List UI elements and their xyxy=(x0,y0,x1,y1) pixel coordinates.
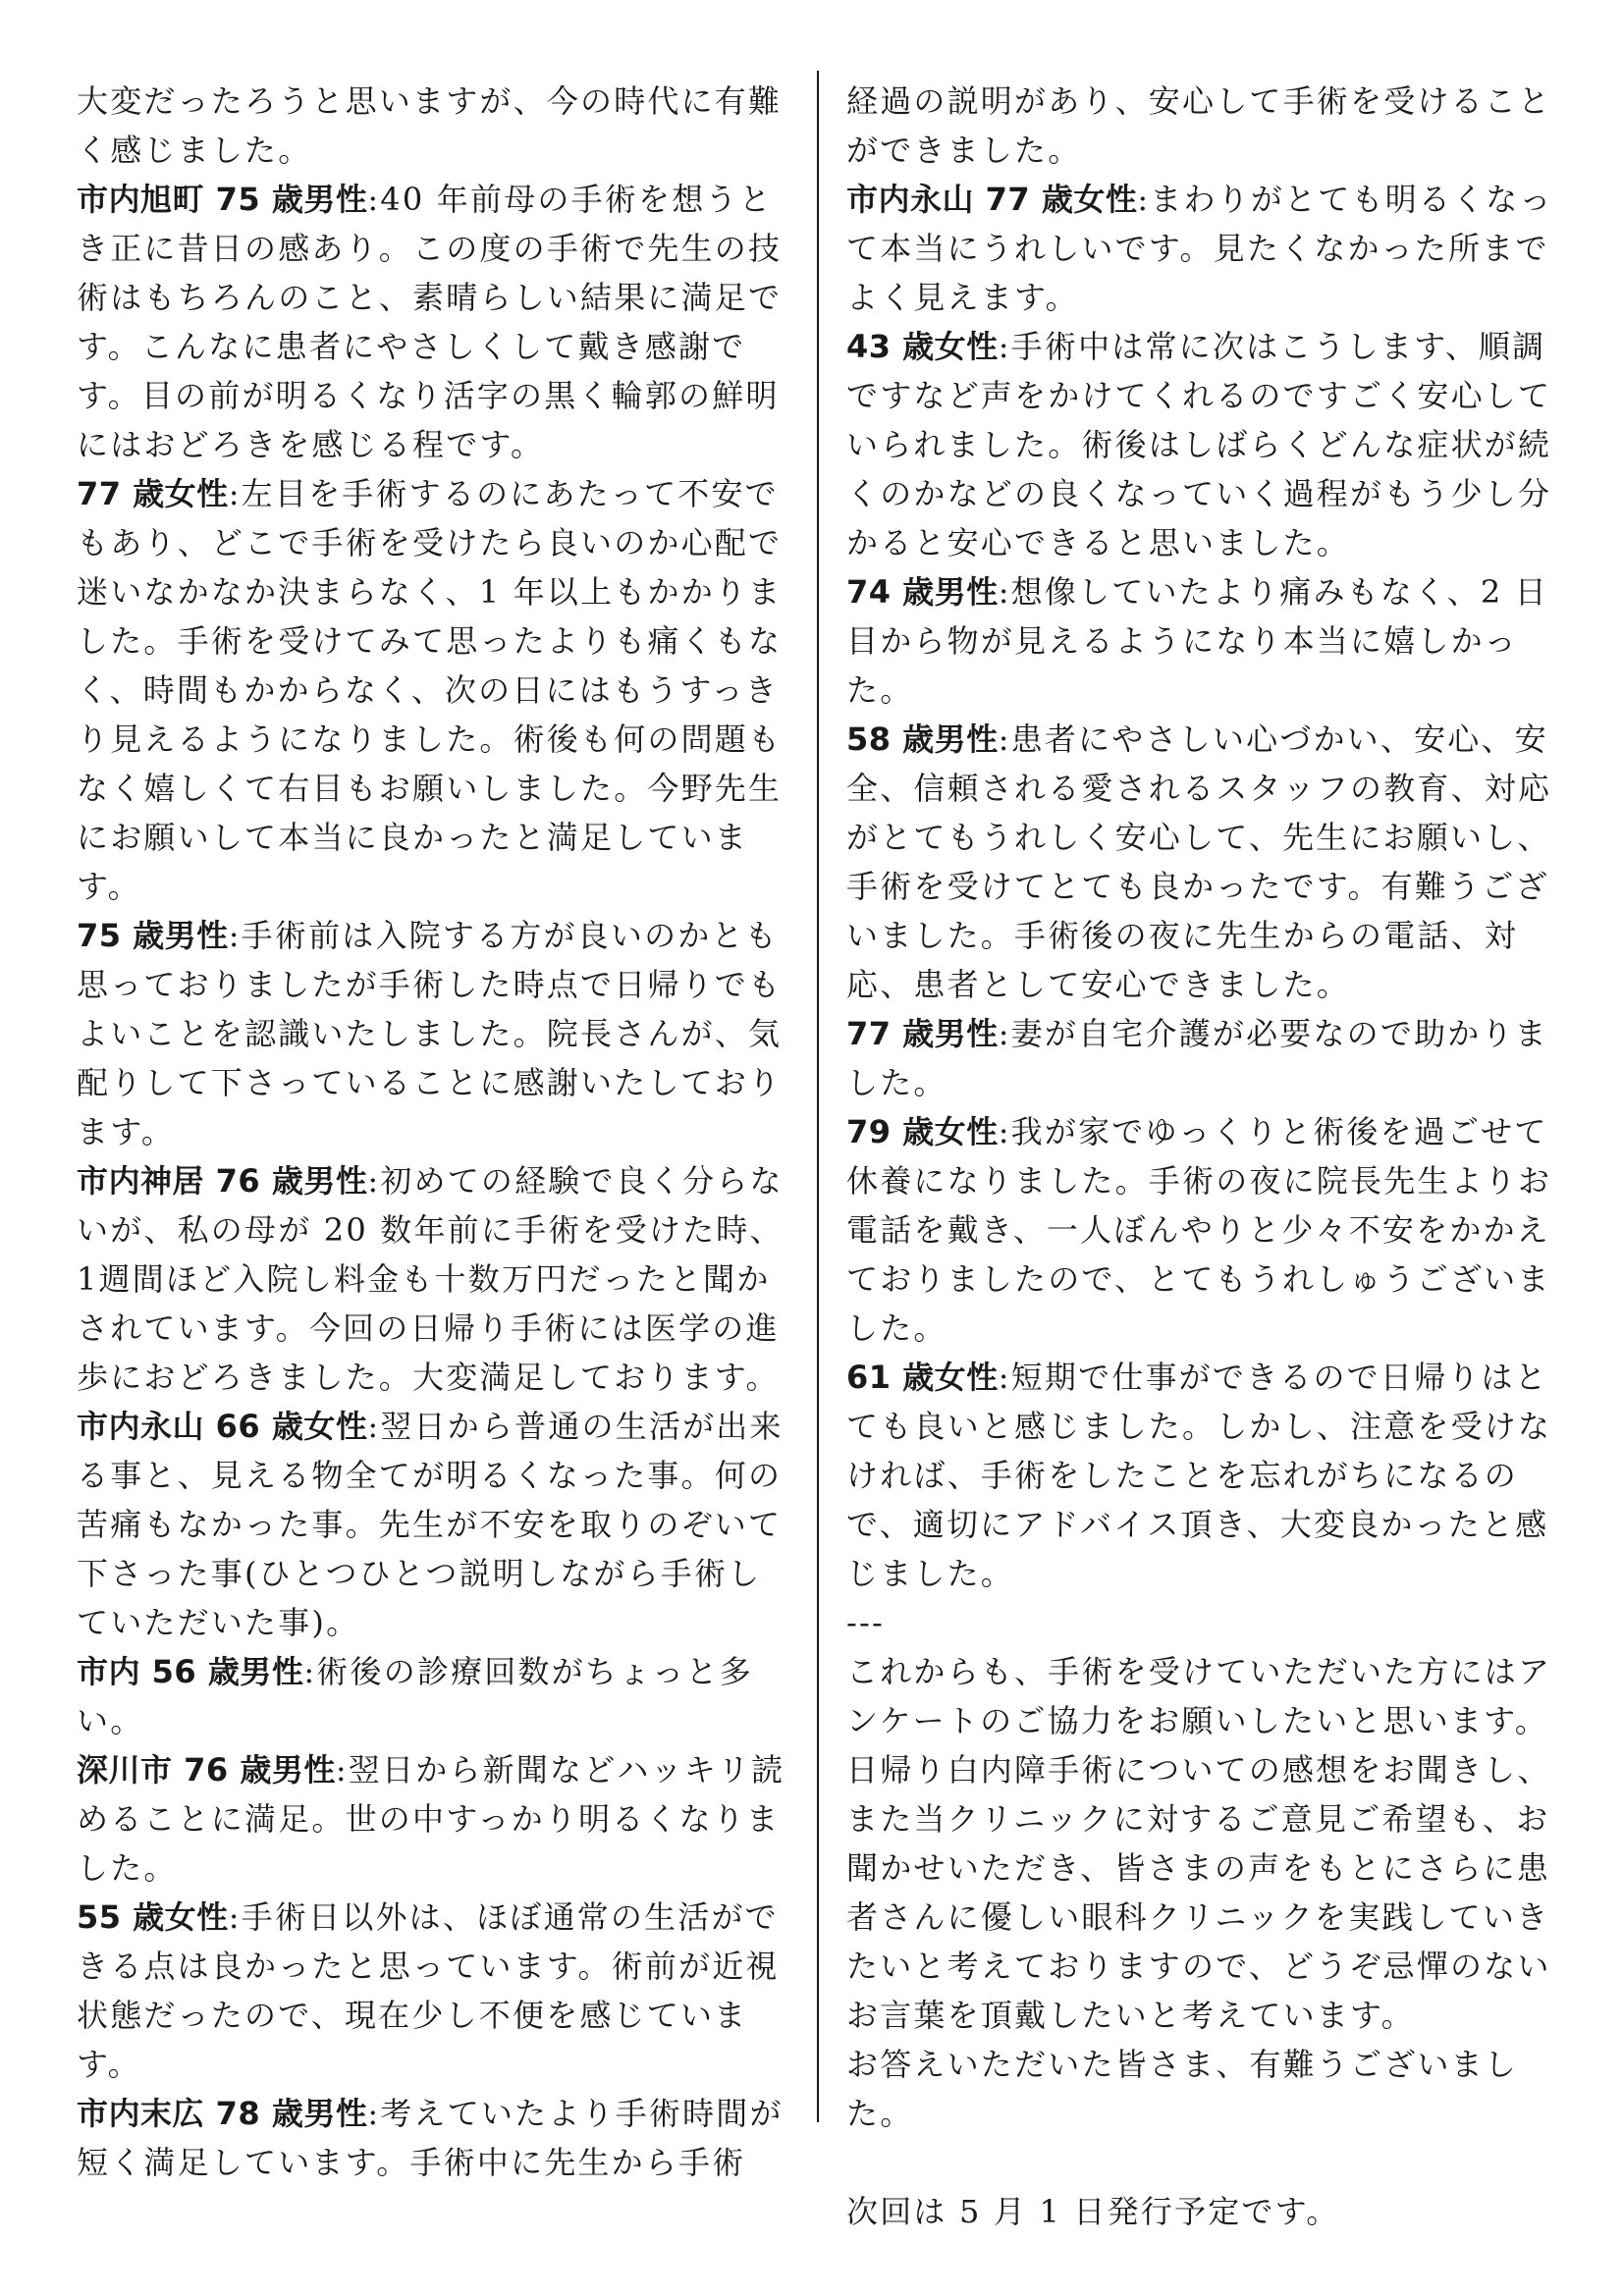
testimonial-entry xyxy=(77,1893,793,2089)
testimonial-entry xyxy=(77,1156,793,1402)
respondent-label: 市内 56 歳男性 xyxy=(77,1653,304,1690)
left-column xyxy=(77,77,793,2187)
next-issue-notice: 次回は 5 月 1 日発行予定です。 xyxy=(846,2193,1340,2230)
testimonial-text: :我が家でゆっくりと術後を過ごせて休養になりました。手術の夜に院長先生よりお電話を戴き、一人ぼんやりと少々不安をかかえておりましたので、とてもうれしゅうございました。 xyxy=(846,1113,1552,1347)
testimonial-text: :翌日から普通の生活が出来る事と、見える物全てが明るくなった事。何の苦痛もなかった事。先生が不安を取りのぞいて下さった事(ひとつひとつ説明しながら手術していただいた事)。 xyxy=(77,1408,784,1641)
closing-paragraph: これからも、手術を受けていただいた方にはアンケートのご協力をお願いしたいと思います。日帰り白内障手術についての感想をお聞きし、また当クリニックに対するご意見ご希望も、お聞かせいただき、皆さまの声をもとにさらに患者さんに優しい眼科クリニックを実践していきたいと考えておりますので、どうぞ忌憚のないお言葉を頂戴したいと考えています。 xyxy=(846,1653,1552,2034)
testimonial-entry xyxy=(846,1009,1573,1107)
testimonial-text: :考えていたより手術時間が短く満足しています。手術中に先生から手術 xyxy=(77,2095,784,2181)
respondent-label: 77 歳男性 xyxy=(846,1015,999,1052)
testimonial-text: :妻が自宅介護が必要なので助かりました。 xyxy=(846,1015,1548,1101)
respondent-label: 79 歳女性 xyxy=(846,1113,999,1150)
testimonial-entry xyxy=(77,2089,793,2187)
respondent-label: 77 歳女性 xyxy=(77,475,229,512)
testimonial-text: :手術前は入院する方が良いのかとも思っておりましたが手術した時点で日帰りでもよいことを認識いたしました。院長さんが、気配りして下さっていることに感謝いたしております。 xyxy=(77,917,783,1150)
column-divider xyxy=(817,71,819,2122)
respondent-label: 74 歳男性 xyxy=(846,573,999,611)
testimonial-entry xyxy=(77,1647,793,1745)
testimonial-text: :短期で仕事ができるので日帰りはとても良いと感じました。しかし、注意を受けなければ、手術をしたことを忘れがちになるので、適切にアドバイス頂き、大変良かったと感じました。 xyxy=(846,1359,1552,1592)
respondent-label: 58 歳男性 xyxy=(846,721,999,758)
respondent-label: 深川市 76 歳男性 xyxy=(77,1751,336,1789)
testimonial-text: :手術日以外は、ほぼ通常の生活ができる点は良かったと思っています。術前が近視状態だったので、現在少し不便を感じています。 xyxy=(77,1898,780,2083)
testimonial-entry xyxy=(846,715,1573,1009)
testimonial-entry xyxy=(846,1353,1573,1598)
testimonial-text: :初めての経験で良く分らないが、私の母が 20 数年前に手術を受けた時、1週間ほど入院し料金も十数万円だったと聞かされています。今回の日帰り手術には医学の進歩におどろきました。大変満足しております。 xyxy=(77,1162,784,1396)
testimonial-entry xyxy=(846,1107,1573,1353)
testimonial-text: :40 年前母の手術を想うとき正に昔日の感あり。この度の手術で先生の技術はもちろんのこと、素晴らしい結果に満足です。こんなに患者にやさしくして戴き感謝です。目の前が明るくなり活字の黒く輪郭の鮮明にはおどろきを感じる程です。 xyxy=(77,181,783,463)
respondent-label: 市内永山 77 歳女性 xyxy=(846,181,1138,218)
testimonial-text: :まわりがとても明るくなって本当にうれしいです。見たくなかった所までよく見えます。 xyxy=(846,181,1553,316)
testimonial-entry xyxy=(77,469,793,911)
testimonial-entry xyxy=(77,911,793,1156)
respondent-label: 市内永山 66 歳女性 xyxy=(77,1408,368,1445)
testimonial-entry xyxy=(77,1745,793,1893)
right-intro: 経過の説明があり、安心して手術を受けることができました。 xyxy=(846,82,1552,169)
closing-thanks: お答えいただいた皆さま、有難うございました。 xyxy=(846,2046,1519,2132)
respondent-label: 市内旭町 75 歳男性 xyxy=(77,181,368,218)
closing-message xyxy=(846,1647,1573,2138)
left-intro: 大変だったろうと思いますが、今の時代に有難く感じました。 xyxy=(77,82,783,169)
testimonial-text: :手術中は常に次はこうします、順調ですなど声をかけてくれるのですごく安心していられました。術後はしばらくどんな症状が続くのかなどの良くなっていく過程がもう少し分かると安心できると思いました。 xyxy=(846,328,1552,561)
respondent-label: 75 歳男性 xyxy=(77,917,229,954)
respondent-label: 市内神居 76 歳男性 xyxy=(77,1162,368,1200)
section-separator: --- xyxy=(846,1604,886,1641)
testimonial-entry xyxy=(846,567,1573,715)
testimonial-text: :想像していたより痛みもなく、2 日目から物が見えるようになり本当に嬉しかった。 xyxy=(846,573,1548,709)
testimonial-text: :術後の診療回数がちょっと多い。 xyxy=(77,1653,753,1739)
testimonial-text: :翌日から新聞などハッキリ読めることに満足。世の中すっかり明るくなりました。 xyxy=(77,1751,785,1887)
right-column xyxy=(846,77,1573,2236)
testimonial-entry xyxy=(846,175,1573,322)
testimonial-entry xyxy=(77,1402,793,1647)
testimonial-text: :左目を手術するのにあたって不安でもあり、どこで手術を受けたら良いのか心配で迷いなかなか決まらなく、1 年以上もかかりました。手術を受けてみて思ったよりも痛くもなく、時間もかからなく、次の日にはもうすっきり見えるようになりました。術後も何の問題もなく嬉しくて右目もお願いしました。今野先生にお願いして本当に良かったと満足しています。 xyxy=(77,475,783,905)
testimonial-entry xyxy=(77,175,793,469)
testimonial-entry xyxy=(846,322,1573,567)
testimonial-text: :患者にやさしい心づかい、安心、安全、信頼される愛されるスタッフの教育、対応がとてもうれしく安心して、先生にお願いし、手術を受けてとても良かったです。有難うございました。手術後の夜に先生からの電話、対応、患者として安心できました。 xyxy=(846,721,1552,1003)
respondent-label: 市内末広 78 歳男性 xyxy=(77,2095,368,2132)
respondent-label: 43 歳女性 xyxy=(846,328,999,365)
respondent-label: 61 歳女性 xyxy=(846,1359,999,1396)
respondent-label: 55 歳女性 xyxy=(77,1898,229,1936)
